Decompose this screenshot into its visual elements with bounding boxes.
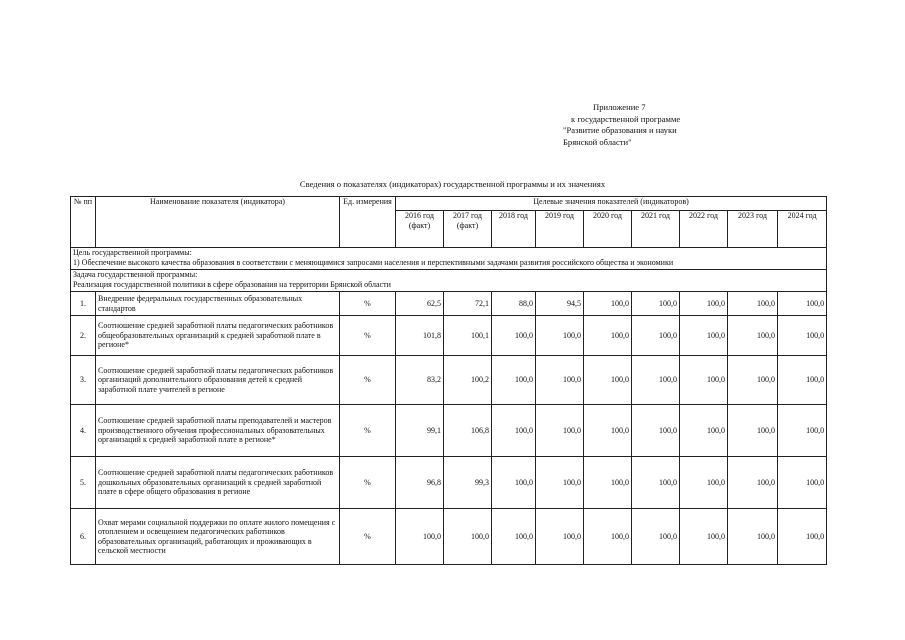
indicator-name: Соотношение средней заработной платы преподавателей и мастеров производственного обучения профессиональных образовательных организаций к средней заработной плате в регионе* <box>96 405 340 457</box>
year-header: 2022 год <box>680 211 728 248</box>
value-cell: 106,8 <box>444 405 492 457</box>
value-cell: 100,0 <box>778 316 827 356</box>
value-cell: 100,0 <box>536 405 584 457</box>
value-cell: 100,0 <box>680 457 728 509</box>
table-row <box>71 509 827 565</box>
value-cell: 100,0 <box>584 457 632 509</box>
value-cell: 100,0 <box>778 457 827 509</box>
col-num-header: № пп <box>71 197 96 248</box>
appendix-line-1: Приложение 7 <box>593 102 646 112</box>
value-cell: 100,0 <box>680 316 728 356</box>
appendix-header <box>563 102 680 148</box>
indicator-name: Охват мерами социальной поддержки по оплате жилого помещения с отоплением и освещением педагогических работников образовательных организаций, работающих и проживающих в сельской местности <box>96 509 340 565</box>
value-cell: 96,8 <box>396 457 444 509</box>
value-cell: 100,0 <box>536 356 584 405</box>
table-row <box>71 292 827 316</box>
value-cell: 100,0 <box>632 509 680 565</box>
value-cell: 100,2 <box>444 356 492 405</box>
value-cell: 100,0 <box>778 509 827 565</box>
year-header: 2024 год <box>778 211 827 248</box>
table-row <box>71 405 827 457</box>
value-cell: 100,0 <box>728 292 778 316</box>
value-cell: 88,0 <box>492 292 536 316</box>
goal-row <box>71 248 827 270</box>
indicator-name: Соотношение средней заработной платы педагогических работников дошкольных образовательных организаций к средней заработной плате в сфере общего образования в регионе <box>96 457 340 509</box>
table-row <box>71 316 827 356</box>
row-num: 2. <box>71 316 96 356</box>
value-cell: 100,0 <box>444 509 492 565</box>
indicator-name: Соотношение средней заработной платы педагогических работников общеобразовательных организаций к средней заработной плате в регионе* <box>96 316 340 356</box>
value-cell: 100,0 <box>536 316 584 356</box>
value-cell: 100,0 <box>728 316 778 356</box>
value-cell: 100,0 <box>492 356 536 405</box>
value-cell: 100,0 <box>584 356 632 405</box>
year-header: 2018 год <box>492 211 536 248</box>
value-cell: 100,0 <box>632 316 680 356</box>
value-cell: 100,0 <box>492 316 536 356</box>
value-cell: 100,0 <box>778 405 827 457</box>
value-cell: 100,0 <box>632 356 680 405</box>
value-cell: 100,0 <box>492 405 536 457</box>
row-num: 1. <box>71 292 96 316</box>
unit-cell: % <box>340 405 396 457</box>
value-cell: 100,0 <box>536 457 584 509</box>
value-cell: 62,5 <box>396 292 444 316</box>
value-cell: 100,0 <box>536 509 584 565</box>
unit-cell: % <box>340 509 396 565</box>
value-cell: 100,0 <box>680 405 728 457</box>
value-cell: 100,0 <box>778 292 827 316</box>
value-cell: 100,0 <box>584 316 632 356</box>
document-title: Сведения о показателях (индикаторах) государственной программы и их значениях <box>299 179 606 189</box>
year-header: 2019 год <box>536 211 584 248</box>
unit-cell: % <box>340 316 396 356</box>
col-name-header: Наименование показателя (индикатора) <box>96 197 340 248</box>
appendix-line-4: Брянской области" <box>563 136 632 147</box>
value-cell: 100,0 <box>584 292 632 316</box>
appendix-line-3: "Развитие образования и науки <box>563 125 677 135</box>
goal-label: Цель государственной программы: <box>73 248 192 257</box>
appendix-line-2: к государственной программе <box>571 113 681 124</box>
value-cell: 100,0 <box>728 356 778 405</box>
value-cell: 100,0 <box>632 292 680 316</box>
value-cell: 100,0 <box>584 509 632 565</box>
value-cell: 100,0 <box>728 405 778 457</box>
year-header: 2023 год <box>728 211 778 248</box>
table-row <box>71 457 827 509</box>
value-cell: 100,0 <box>728 457 778 509</box>
row-num: 3. <box>71 356 96 405</box>
value-cell: 100,1 <box>444 316 492 356</box>
row-num: 6. <box>71 509 96 565</box>
value-cell: 100,0 <box>396 509 444 565</box>
value-cell: 99,1 <box>396 405 444 457</box>
value-cell: 100,0 <box>632 405 680 457</box>
row-num: 4. <box>71 405 96 457</box>
indicator-name: Соотношение средней заработной платы педагогических работников организаций дополнительного образования детей к средней заработной плате учителей в регионе <box>96 356 340 405</box>
value-cell: 100,0 <box>632 457 680 509</box>
goal-cell <box>71 248 827 270</box>
year-header: 2017 год (факт) <box>444 211 492 248</box>
value-cell: 100,0 <box>680 356 728 405</box>
task-label: Задача государственной программы: <box>73 270 198 279</box>
value-cell: 100,0 <box>584 405 632 457</box>
table-header-row <box>71 197 827 211</box>
value-cell: 72,1 <box>444 292 492 316</box>
table-row <box>71 356 827 405</box>
value-cell: 100,0 <box>492 457 536 509</box>
unit-cell: % <box>340 292 396 316</box>
value-cell: 100,0 <box>778 356 827 405</box>
value-cell: 99,3 <box>444 457 492 509</box>
value-cell: 83,2 <box>396 356 444 405</box>
value-cell: 94,5 <box>536 292 584 316</box>
value-cell: 100,0 <box>680 509 728 565</box>
unit-cell: % <box>340 356 396 405</box>
row-num: 5. <box>71 457 96 509</box>
goal-text: 1) Обеспечение высокого качества образования в соответствии с меняющимися запросами населения и перспективными задачами развития российского общества и экономики <box>73 257 674 267</box>
task-row <box>71 270 827 292</box>
value-cell: 100,0 <box>680 292 728 316</box>
col-unit-header: Ед. измерения <box>340 197 396 248</box>
indicator-name: Внедрение федеральных государственных образовательных стандартов <box>96 292 340 316</box>
value-cell: 100,0 <box>728 509 778 565</box>
value-cell: 101,8 <box>396 316 444 356</box>
task-text: Реализация государственной политики в сфере образования на территории Брянской области <box>73 279 391 289</box>
indicators-table <box>70 196 827 565</box>
year-header: 2020 год <box>584 211 632 248</box>
year-header: 2021 год <box>632 211 680 248</box>
col-targets-header: Целевые значения показателей (индикаторов) <box>396 197 827 211</box>
year-header: 2016 год (факт) <box>396 211 444 248</box>
unit-cell: % <box>340 457 396 509</box>
value-cell: 100,0 <box>492 509 536 565</box>
task-cell <box>71 270 827 292</box>
